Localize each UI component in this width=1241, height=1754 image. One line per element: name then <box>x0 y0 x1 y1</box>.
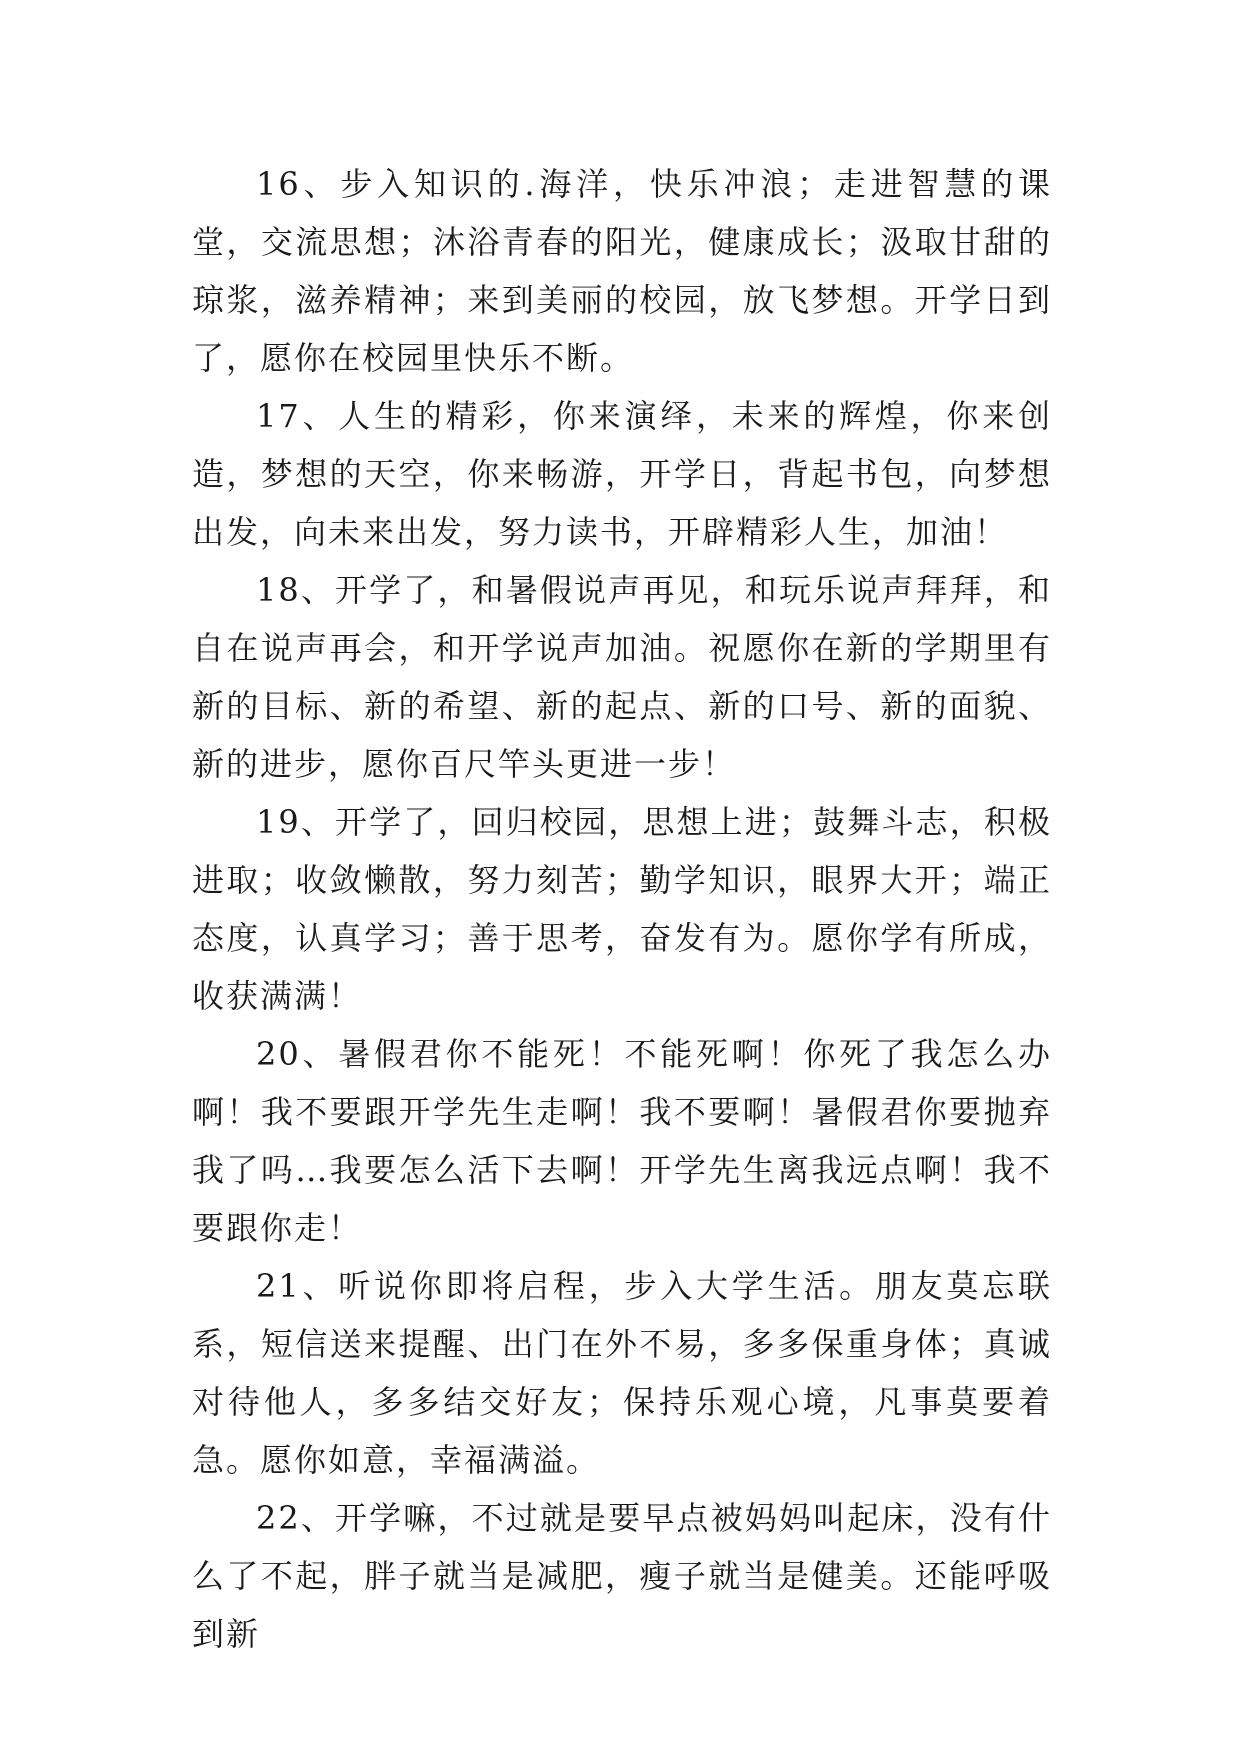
paragraph-18: 18、开学了，和暑假说声再见，和玩乐说声拜拜，和自在说声再会，和开学说声加油。祝愿你在新的学期里有新的目标、新的希望、新的起点、新的口号、新的面貌、新的进步，愿你百尺竿头更进一步！ <box>192 571 1052 783</box>
document-body <box>192 155 1052 1663</box>
paragraph-21: 21、听说你即将启程，步入大学生活。朋友莫忘联系，短信送来提醒、出门在外不易，多多保重身体；真诚对待他人，多多结交好友；保持乐观心境，凡事莫要着急。愿你如意，幸福满溢。 <box>192 1267 1052 1479</box>
paragraph-17: 17、人生的精彩，你来演绎，未来的辉煌，你来创造，梦想的天空，你来畅游，开学日，背起书包，向梦想出发，向未来出发，努力读书，开辟精彩人生，加油！ <box>192 397 1052 551</box>
paragraph-20: 20、暑假君你不能死！不能死啊！你死了我怎么办啊！我不要跟开学先生走啊！我不要啊！暑假君你要抛弃我了吗…我要怎么活下去啊！开学先生离我远点啊！我不要跟你走！ <box>192 1035 1052 1247</box>
paragraph-19: 19、开学了，回归校园，思想上进；鼓舞斗志，积极进取；收敛懒散，努力刻苦；勤学知识，眼界大开；端正态度，认真学习；善于思考，奋发有为。愿你学有所成，收获满满！ <box>192 803 1052 1015</box>
paragraph-16: 16、步入知识的.海洋，快乐冲浪；走进智慧的课堂，交流思想；沐浴青春的阳光，健康成长；汲取甘甜的琼浆，滋养精神；来到美丽的校园，放飞梦想。开学日到了，愿你在校园里快乐不断。 <box>192 165 1052 377</box>
paragraph-22: 22、开学嘛，不过就是要早点被妈妈叫起床，没有什么了不起，胖子就当是减肥，瘦子就当是健美。还能呼吸到新 <box>192 1499 1052 1653</box>
